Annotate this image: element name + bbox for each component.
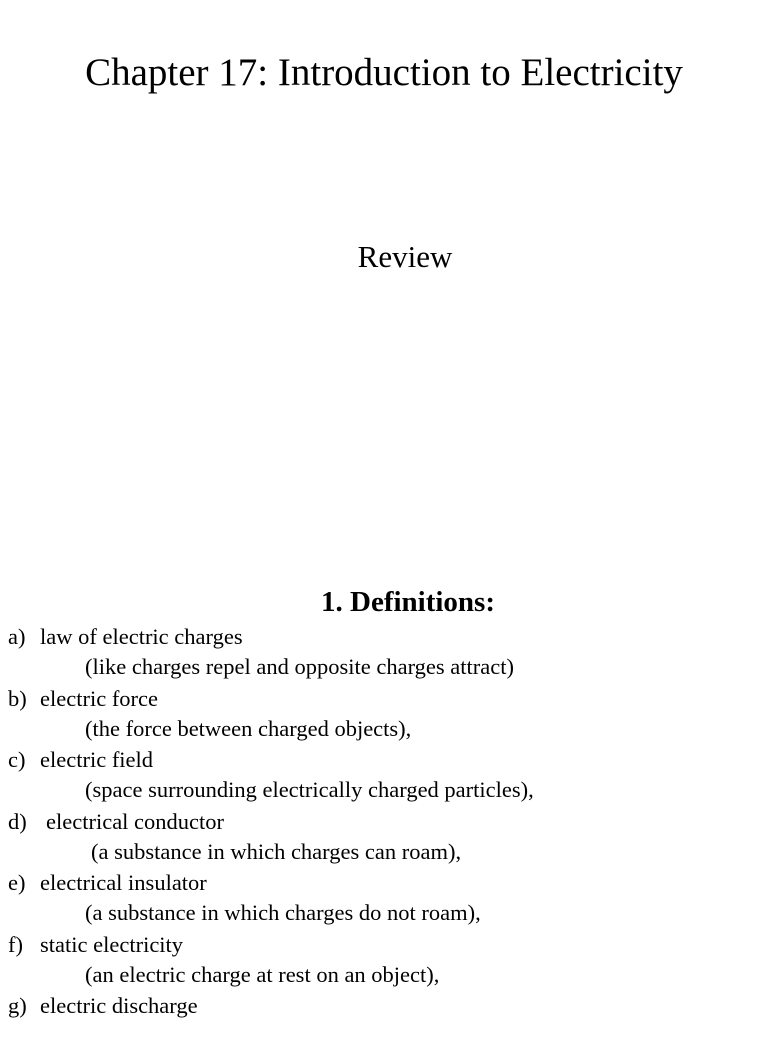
definition-letter: a) [8, 624, 26, 649]
definitions-heading: 1. Definitions: [321, 586, 495, 618]
definition-item [8, 684, 768, 746]
definition-item [8, 868, 768, 930]
definition-detail: (an electric charge at rest on an object), [85, 961, 440, 987]
definition-letter: c) [8, 747, 26, 772]
definition-item [8, 991, 768, 1053]
definition-letter: d) [8, 808, 27, 834]
definition-term: law of electric charges [40, 624, 243, 649]
definition-letter: b) [8, 685, 27, 711]
definition-term: electric field [40, 747, 154, 772]
definition-detail: (the force between charged objects), [85, 715, 412, 741]
definition-detail: (like charges repel and opposite charges attract) [85, 654, 514, 679]
definition-term: electrical insulator [40, 870, 207, 895]
definition-letter: e) [8, 870, 26, 895]
definition-letter: g) [8, 993, 27, 1018]
definition-term: static electricity [40, 931, 184, 957]
definition-term: electrical conductor [46, 808, 225, 834]
chapter-title: Chapter 17: Introduction to Electricity [85, 51, 683, 94]
definition-term: electric discharge [40, 993, 198, 1018]
definition-letter: f) [8, 931, 23, 957]
definitions-list [8, 622, 768, 1053]
review-subtitle: Review [357, 239, 453, 274]
definition-item [8, 745, 768, 807]
definition-term: electric force [40, 685, 159, 711]
definition-detail: (space surrounding electrically charged particles), [85, 777, 534, 802]
definition-item [8, 622, 768, 684]
definition-item [8, 807, 768, 869]
definition-item [8, 930, 768, 992]
definition-detail: (a substance in which charges do not roam), [85, 900, 481, 925]
definition-detail: (a substance in which charges can roam), [91, 838, 462, 864]
